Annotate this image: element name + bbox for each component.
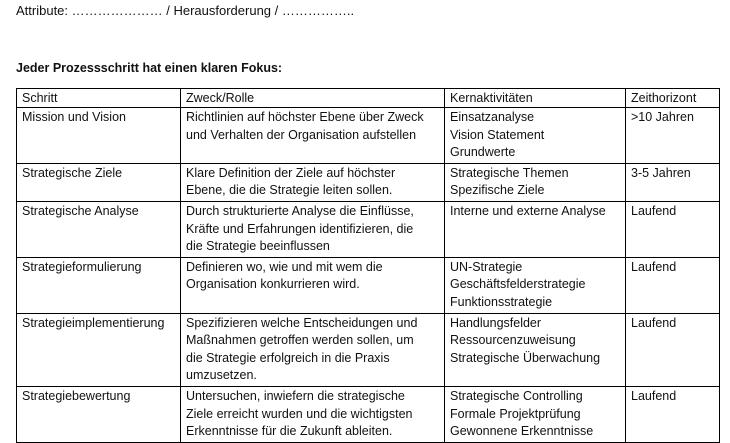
cell-kernaktivitaeten: [445, 386, 626, 442]
process-table: [16, 88, 720, 443]
table-row: [17, 163, 720, 201]
cell-text-line: Handlungsfelder: [450, 315, 542, 330]
cell-schritt: Strategieimplementierung: [17, 313, 181, 386]
column-header-zweck: Zweck/Rolle: [181, 89, 445, 108]
column-header-schritt: Schritt: [17, 89, 181, 108]
cell-zeithorizont: Laufend: [626, 201, 720, 257]
column-header-kernaktivitaeten: Kernaktivitäten: [445, 89, 626, 108]
cell-text-line: Durch strukturierte Analyse die Einflüsse,: [186, 203, 414, 218]
cell-zweck: [181, 313, 445, 386]
cell-text-line: Ressourcenzuweisung: [450, 333, 576, 348]
cell-text-line: Klare Definition der Ziele auf höchster: [186, 165, 396, 180]
table-row: [17, 257, 720, 313]
cell-text-line: Ebene, die die Strategie leiten sollen.: [186, 183, 393, 198]
cell-schritt: Strategische Analyse: [17, 201, 181, 257]
cell-text-line: Maßnahmen getroffen werden sollen, um: [186, 333, 414, 348]
cell-kernaktivitaeten: [445, 163, 626, 201]
table-row: [17, 108, 720, 164]
cell-zeithorizont: 3-5 Jahren: [626, 163, 720, 201]
cell-zweck: [181, 163, 445, 201]
cell-zeithorizont: Laufend: [626, 313, 720, 386]
cell-text-line: Geschäftsfelderstrategie: [450, 277, 586, 292]
cell-text-line: und Verhalten der Organisation aufstellen: [186, 127, 417, 142]
cell-text-line: Einsatzanalyse: [450, 110, 535, 124]
cell-schritt: Strategische Ziele: [17, 163, 181, 201]
cell-text-line: Spezifizieren welche Entscheidungen und: [186, 315, 418, 330]
cell-kernaktivitaeten: [445, 201, 626, 257]
cell-schritt: Strategiebewertung: [17, 386, 181, 442]
cell-text-line: umzusetzen.: [186, 368, 257, 383]
cell-text-line: Erkenntnisse für die Zukunft ableiten.: [186, 424, 393, 439]
cell-schritt: Mission und Vision: [17, 108, 181, 164]
cell-schritt: Strategieformulierung: [17, 257, 181, 313]
cell-zeithorizont: Laufend: [626, 257, 720, 313]
attribute-line: Attribute: ………………… / Herausforderung / ……………..: [16, 3, 355, 18]
table-row: [17, 313, 720, 386]
cell-text-line: Untersuchen, inwiefern die strategische: [186, 388, 405, 403]
cell-text-line: Strategische Controlling: [450, 388, 583, 403]
cell-text-line: Richtlinien auf höchster Ebene über Zweck: [186, 110, 424, 124]
cell-text-line: Vision Statement: [450, 127, 545, 142]
cell-text-line: die Strategie erfolgreich in die Praxis: [186, 350, 390, 365]
cell-text-line: Interne und externe Analyse: [450, 203, 606, 218]
cell-text-line: Gewonnene Erkenntnisse: [450, 424, 594, 439]
cell-text-line: Strategische Themen: [450, 165, 569, 180]
cell-text-line: UN-Strategie: [450, 259, 523, 274]
cell-zeithorizont: >10 Jahren: [626, 108, 720, 164]
cell-zweck: [181, 257, 445, 313]
cell-zeithorizont: Laufend: [626, 386, 720, 442]
cell-zweck: [181, 201, 445, 257]
cell-text-line: Spezifische Ziele: [450, 183, 545, 198]
column-header-zeithorizont: Zeithorizont: [626, 89, 720, 108]
cell-text-line: Funktionsstrategie: [450, 294, 553, 309]
cell-kernaktivitaeten: [445, 313, 626, 386]
cell-text-line: Ziele erreicht wurden und die wichtigsten: [186, 406, 413, 421]
cell-text-line: die Strategie beeinflussen: [186, 239, 330, 254]
cell-zweck: [181, 108, 445, 164]
cell-text-line: Grundwerte: [450, 145, 516, 160]
table-row: [17, 386, 720, 442]
cell-text-line: Kräfte und Erfahrungen identifizieren, die: [186, 221, 414, 236]
table-row: [17, 201, 720, 257]
section-heading: Jeder Prozessschritt hat einen klaren Fokus:: [16, 61, 283, 75]
cell-text-line: Organisation konkurrieren wird.: [186, 277, 360, 292]
cell-kernaktivitaeten: [445, 257, 626, 313]
cell-zweck: [181, 386, 445, 442]
cell-text-line: Formale Projektprüfung: [450, 406, 581, 421]
table-header-row: [17, 89, 720, 108]
cell-text-line: Definieren wo, wie und mit wem die: [186, 259, 383, 274]
cell-text-line: Strategische Überwachung: [450, 350, 601, 365]
cell-kernaktivitaeten: [445, 108, 626, 164]
